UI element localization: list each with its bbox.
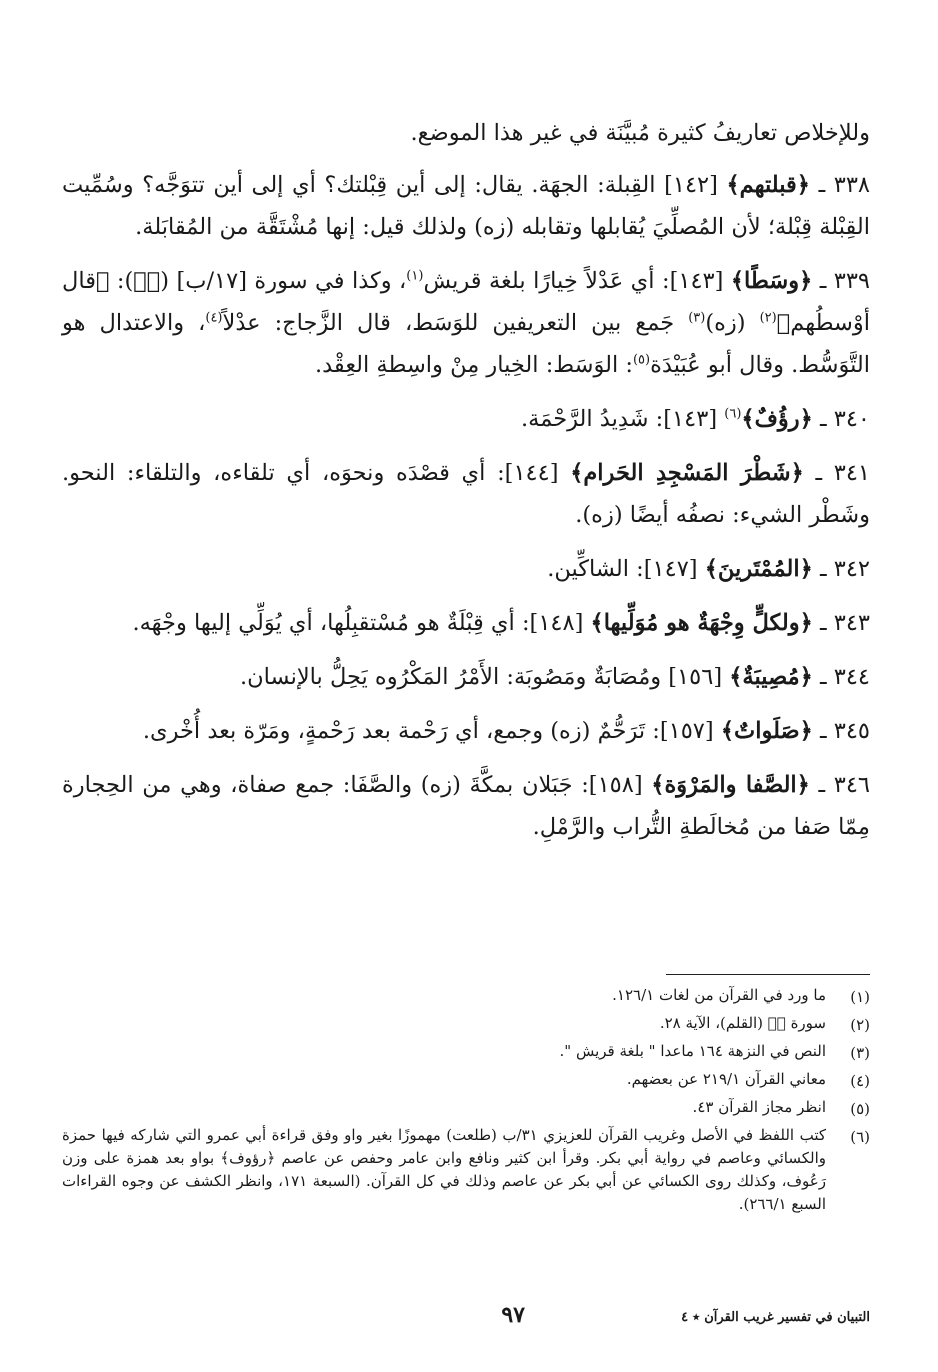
entry-text: [١٤٢] القِبلة: الجهَة. يقال: إلى أين قِبْلتك؟ أي إلى أين تتوَجَّه؟ وسُمِّيت القِبْلة قِبْلة؛ لأن المُصلِّيَ يُقابلها وتقابله (زه) ولذلك قيل: إنها مُشْتَقَّة من المُقابَلة. (62, 172, 870, 240)
entry-342 (62, 548, 870, 590)
quran-word: ﴿رؤُفٌ﴾ (741, 406, 813, 432)
quran-word: ﴿الصَّفا والمَرْوَة﴾ (651, 772, 810, 798)
footnote-text: النص في النزهة ١٦٤ ماعدا " بلغة قريش ". (559, 1042, 826, 1060)
quran-word: ﴿صَلَواتٌ﴾ (720, 718, 813, 744)
entry-number: ٣٤٣ ـ (819, 610, 870, 636)
footnote-text: ما ورد في القرآن من لغات ١٢٦/١. (612, 986, 826, 1004)
quran-word: ﴿وسَطًا﴾ (730, 268, 813, 294)
quran-word: ﴿قبلتهم﴾ (726, 172, 810, 198)
footnote-mark: (١) (850, 988, 870, 1006)
entry-number: ٣٣٨ ـ (818, 172, 870, 198)
footnote-text: سورة نۤ (القلم)، الآية ٢٨. (659, 1014, 826, 1032)
entry-text: ، والاعتدال هو التَّوَسُّط. وقال أبو عُبَيْدَة (62, 310, 870, 378)
entry-338 (62, 164, 870, 248)
entry-text: جَمع بين التعريفين للوَسَط، قال الزَّجاج: عدْلاً (222, 310, 689, 336)
footnote-mark: (٣) (850, 1044, 870, 1062)
entry-text: [١٥٦] ومُصَابَةٌ ومَصُوبَة: الأَمْرُ المَكْرُوه يَحِلُّ بالإنسان. (239, 664, 723, 690)
entry-text: : الوَسَط: الخِيار مِنْ واسِطةِ العِقْد. (314, 352, 633, 378)
footnote-ref: (٦) (724, 406, 742, 422)
footnote-ref: (٢) (759, 310, 777, 326)
quran-word: ﴿مُصِيبَةٌ﴾ (729, 664, 813, 690)
page-footer (62, 1302, 870, 1336)
paragraph-intro (62, 112, 870, 154)
footnote-6 (62, 1124, 870, 1216)
entry-number: ٣٤١ ـ (815, 460, 870, 486)
entry-text: [١٤٤]: أي قصْدَه ونحوَه، أي تلقاءه، والتلقاء: النحو. وشَطْر الشيء: نصفُه أيضًا (زه). (62, 460, 870, 528)
footnote-1 (62, 984, 870, 1010)
entry-number: ٣٣٩ ـ (819, 268, 871, 294)
running-title: التبيان في تفسير غريب القرآن ٭ ٤ (681, 1310, 870, 1325)
entry-345 (62, 710, 870, 752)
footnote-2 (62, 1012, 870, 1038)
entry-number: ٣٤٦ ـ (818, 772, 871, 798)
entry-number: ٣٤٥ ـ (819, 718, 870, 744)
footnote-text: انظر مجاز القرآن ٤٣. (692, 1098, 826, 1116)
footnote-mark: (٢) (850, 1016, 870, 1034)
footnote-5 (62, 1096, 870, 1122)
entry-text: [١٤٨]: أي قِبْلَةٌ هو مُسْتقبِلُها، أي يُوَلِّي إليها وجْهَه. (132, 610, 584, 636)
footnote-4 (62, 1068, 870, 1094)
entry-339 (62, 260, 870, 386)
footnote-mark: (٥) (850, 1100, 870, 1118)
entry-text: (زه) (705, 310, 760, 336)
footnote-ref: (١) (406, 268, 424, 284)
footnote-ref: (٣) (688, 310, 706, 326)
entry-number: ٣٤٠ ـ (819, 406, 870, 432)
footnote-separator (666, 974, 870, 975)
entry-number: ٣٤٢ ـ (819, 556, 870, 582)
entry-text: ، وكذا في سورة [١٧/ب] (نۤ): ﴿قال أوْسطُهم﴾ (62, 268, 870, 336)
entry-text: [١٤٣]: أي عَدْلاً خِيارًا بلغة قريش (423, 268, 724, 294)
footnote-text: معاني القرآن ٢١٩/١ عن بعضهم. (626, 1070, 826, 1088)
entry-text: [١٥٨]: جَبَلان بمكَّةَ (زه) والصَّفَا: جمع صفاة، وهي من الحِجارة مِمّا صَفا من مُخالَطةِ التُّراب والرَّمْلِ. (62, 772, 870, 840)
entry-340 (62, 398, 870, 440)
footnote-mark: (٦) (850, 1128, 870, 1146)
footnote-mark: (٤) (850, 1072, 870, 1090)
footnote-text: كتب اللفظ في الأصل وغريب القرآن للعزيزي ٣١/ب (طلعت) مهموزًا بغير واو وفق قراءة أبي عمرو التي شاركه فيها حمزة والكسائي وعاصم في رواية أبي بكر. وقرأ ابن كثير ونافع وابن عامر وحفص عن عاصم ﴿رؤوف﴾ بواو بعد همزة على وزن رَعُوف، وكذلك روى الكسائي عن أبي بكر عن عاصم وذلك في كل القرآن. (السبعة ١٧١، وانظر الكشف عن وجوه القراءات السبع ٢٦٦/١). (62, 1126, 826, 1213)
quran-word: ﴿المُمْتَرينَ﴾ (704, 556, 813, 582)
footnote-ref: (٥) (632, 352, 651, 368)
footnote-3 (62, 1040, 870, 1066)
paragraph-text: وللإخلاص تعاريفُ كثيرة مُبيَّنَة في غير هذا الموضع. (410, 120, 870, 146)
entry-text: [١٥٧]: تَرَحُّمٌ (زه) وجمع، أي رَحْمة بعد رَحْمةٍ، ومَرّة بعد أُخْرى. (142, 718, 714, 744)
entry-346 (62, 764, 870, 848)
entry-text: [١٤٧]: الشاكِّين. (547, 556, 698, 582)
quran-word: ﴿شَطْرَ المَسْجِدِ الحَرام﴾ (570, 460, 804, 486)
page-number: ٩٧ (501, 1302, 525, 1328)
entry-344 (62, 656, 870, 698)
entry-number: ٣٤٤ ـ (819, 664, 870, 690)
quran-word: ﴿ولكلٍّ وِجْهَةٌ هو مُوَلِّيها﴾ (590, 610, 813, 636)
footnotes (62, 984, 870, 1218)
entry-text: [١٤٣]: شَدِيدُ الرَّحْمَة. (520, 406, 725, 432)
entry-341 (62, 452, 870, 536)
main-text (62, 112, 870, 860)
footnote-ref: (٤) (205, 310, 223, 326)
entry-343 (62, 602, 870, 644)
